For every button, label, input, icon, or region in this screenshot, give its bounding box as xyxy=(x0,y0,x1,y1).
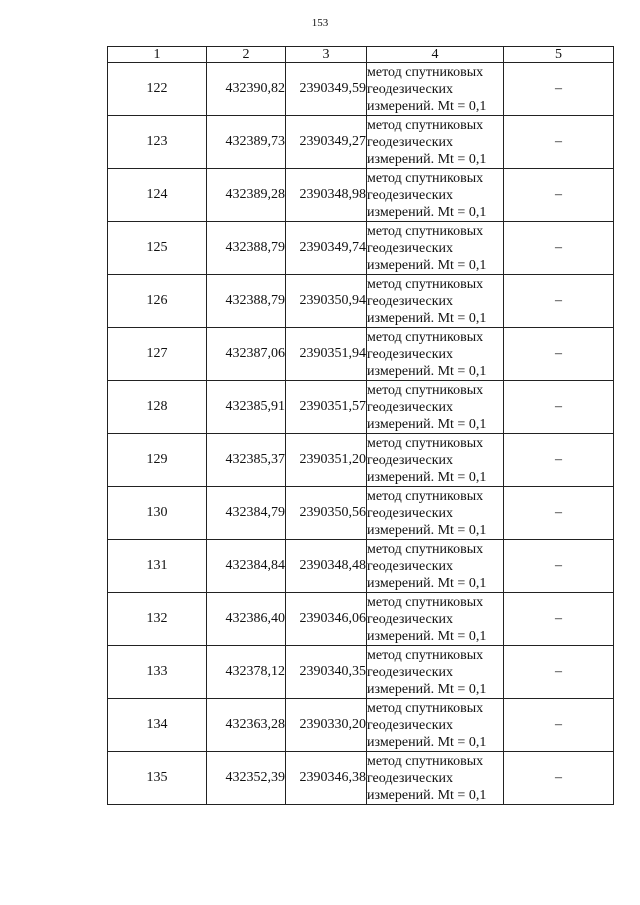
coord-x: 432352,39 xyxy=(207,752,286,805)
coord-x: 432388,79 xyxy=(207,222,286,275)
table-row xyxy=(108,699,614,752)
method-cell xyxy=(367,752,504,805)
table-row xyxy=(108,434,614,487)
coord-x: 432386,40 xyxy=(207,593,286,646)
method-line-1: метод спутниковых xyxy=(367,594,484,610)
method-cell xyxy=(367,381,504,434)
point-number: 125 xyxy=(108,222,207,275)
method-line-2: геодезических xyxy=(367,187,454,203)
point-number: 122 xyxy=(108,63,207,116)
note-cell: – xyxy=(504,169,614,222)
point-number: 128 xyxy=(108,381,207,434)
header-row xyxy=(108,47,614,63)
table-row xyxy=(108,222,614,275)
method-line-1: метод спутниковых xyxy=(367,541,484,557)
note-cell: – xyxy=(504,752,614,805)
method-cell xyxy=(367,222,504,275)
method-line-3: измерений. Mt = 0,1 xyxy=(367,575,487,591)
note-cell: – xyxy=(504,540,614,593)
method-line-2: геодезических xyxy=(367,770,454,786)
method-cell xyxy=(367,540,504,593)
method-line-1: метод спутниковых xyxy=(367,488,484,504)
coord-x: 432384,79 xyxy=(207,487,286,540)
method-line-2: геодезических xyxy=(367,717,454,733)
table-row xyxy=(108,381,614,434)
table-row xyxy=(108,63,614,116)
point-number: 135 xyxy=(108,752,207,805)
note-cell: – xyxy=(504,699,614,752)
table-row xyxy=(108,646,614,699)
point-number: 131 xyxy=(108,540,207,593)
header-col-2: 2 xyxy=(207,47,286,63)
point-number: 126 xyxy=(108,275,207,328)
table-body xyxy=(108,63,614,805)
method-line-3: измерений. Mt = 0,1 xyxy=(367,787,487,803)
coord-y: 2390330,20 xyxy=(286,699,367,752)
method-cell xyxy=(367,699,504,752)
page-number: 153 xyxy=(311,17,329,29)
coord-x: 432378,12 xyxy=(207,646,286,699)
coord-x: 432390,82 xyxy=(207,63,286,116)
note-cell: – xyxy=(504,487,614,540)
method-cell xyxy=(367,487,504,540)
coord-y: 2390340,35 xyxy=(286,646,367,699)
coord-x: 432385,91 xyxy=(207,381,286,434)
method-line-2: геодезических xyxy=(367,134,454,150)
coord-y: 2390346,06 xyxy=(286,593,367,646)
coord-x: 432385,37 xyxy=(207,434,286,487)
coord-y: 2390349,74 xyxy=(286,222,367,275)
method-line-2: геодезических xyxy=(367,399,454,415)
coord-x: 432384,84 xyxy=(207,540,286,593)
note-cell: – xyxy=(504,275,614,328)
header-col-5: 5 xyxy=(504,47,614,63)
coord-y: 2390348,98 xyxy=(286,169,367,222)
note-cell: – xyxy=(504,646,614,699)
note-cell: – xyxy=(504,63,614,116)
method-line-2: геодезических xyxy=(367,505,454,521)
coord-y: 2390351,94 xyxy=(286,328,367,381)
method-line-1: метод спутниковых xyxy=(367,435,484,451)
method-cell xyxy=(367,646,504,699)
coord-x: 432387,06 xyxy=(207,328,286,381)
table-row xyxy=(108,116,614,169)
note-cell: – xyxy=(504,593,614,646)
coord-y: 2390348,48 xyxy=(286,540,367,593)
table-row xyxy=(108,752,614,805)
coord-y: 2390349,27 xyxy=(286,116,367,169)
table-row xyxy=(108,593,614,646)
method-line-2: геодезических xyxy=(367,346,454,362)
table-row xyxy=(108,328,614,381)
point-number: 123 xyxy=(108,116,207,169)
method-cell xyxy=(367,275,504,328)
note-cell: – xyxy=(504,328,614,381)
method-cell xyxy=(367,63,504,116)
note-cell: – xyxy=(504,116,614,169)
coord-x: 432389,28 xyxy=(207,169,286,222)
method-line-1: метод спутниковых xyxy=(367,223,484,239)
method-cell xyxy=(367,116,504,169)
method-line-2: геодезических xyxy=(367,240,454,256)
point-number: 127 xyxy=(108,328,207,381)
method-line-1: метод спутниковых xyxy=(367,647,484,663)
table-row xyxy=(108,169,614,222)
method-line-1: метод спутниковых xyxy=(367,64,484,80)
method-line-3: измерений. Mt = 0,1 xyxy=(367,522,487,538)
method-line-1: метод спутниковых xyxy=(367,329,484,345)
note-cell: – xyxy=(504,434,614,487)
point-number: 134 xyxy=(108,699,207,752)
note-cell: – xyxy=(504,222,614,275)
method-line-2: геодезических xyxy=(367,293,454,309)
method-cell xyxy=(367,328,504,381)
note-cell: – xyxy=(504,381,614,434)
method-cell xyxy=(367,434,504,487)
coord-x: 432389,73 xyxy=(207,116,286,169)
method-line-2: геодезических xyxy=(367,664,454,680)
method-line-1: метод спутниковых xyxy=(367,382,484,398)
coord-y: 2390350,94 xyxy=(286,275,367,328)
point-number: 133 xyxy=(108,646,207,699)
method-line-2: геодезических xyxy=(367,558,454,574)
table-row xyxy=(108,275,614,328)
method-line-3: измерений. Mt = 0,1 xyxy=(367,98,487,114)
point-number: 130 xyxy=(108,487,207,540)
method-line-3: измерений. Mt = 0,1 xyxy=(367,469,487,485)
method-line-3: измерений. Mt = 0,1 xyxy=(367,257,487,273)
method-line-1: метод спутниковых xyxy=(367,753,484,769)
method-line-3: измерений. Mt = 0,1 xyxy=(367,363,487,379)
header-col-3: 3 xyxy=(286,47,367,63)
coord-y: 2390350,56 xyxy=(286,487,367,540)
method-line-3: измерений. Mt = 0,1 xyxy=(367,416,487,432)
coord-x: 432388,79 xyxy=(207,275,286,328)
method-line-2: геодезических xyxy=(367,81,454,97)
method-line-1: метод спутниковых xyxy=(367,117,484,133)
point-number: 124 xyxy=(108,169,207,222)
table-row xyxy=(108,487,614,540)
method-line-3: измерений. Mt = 0,1 xyxy=(367,681,487,697)
method-line-1: метод спутниковых xyxy=(367,170,484,186)
table-row xyxy=(108,540,614,593)
point-number: 132 xyxy=(108,593,207,646)
method-line-3: измерений. Mt = 0,1 xyxy=(367,310,487,326)
method-line-1: метод спутниковых xyxy=(367,276,484,292)
coord-y: 2390349,59 xyxy=(286,63,367,116)
method-line-3: измерений. Mt = 0,1 xyxy=(367,151,487,167)
point-number: 129 xyxy=(108,434,207,487)
coord-x: 432363,28 xyxy=(207,699,286,752)
coord-y: 2390346,38 xyxy=(286,752,367,805)
method-cell xyxy=(367,593,504,646)
method-line-2: геодезических xyxy=(367,611,454,627)
method-cell xyxy=(367,169,504,222)
method-line-3: измерений. Mt = 0,1 xyxy=(367,628,487,644)
method-line-3: измерений. Mt = 0,1 xyxy=(367,734,487,750)
coord-y: 2390351,20 xyxy=(286,434,367,487)
method-line-3: измерений. Mt = 0,1 xyxy=(367,204,487,220)
header-col-4: 4 xyxy=(367,47,504,63)
method-line-1: метод спутниковых xyxy=(367,700,484,716)
method-line-2: геодезических xyxy=(367,452,454,468)
coordinates-table xyxy=(107,46,614,805)
header-col-1: 1 xyxy=(108,47,207,63)
coord-y: 2390351,57 xyxy=(286,381,367,434)
